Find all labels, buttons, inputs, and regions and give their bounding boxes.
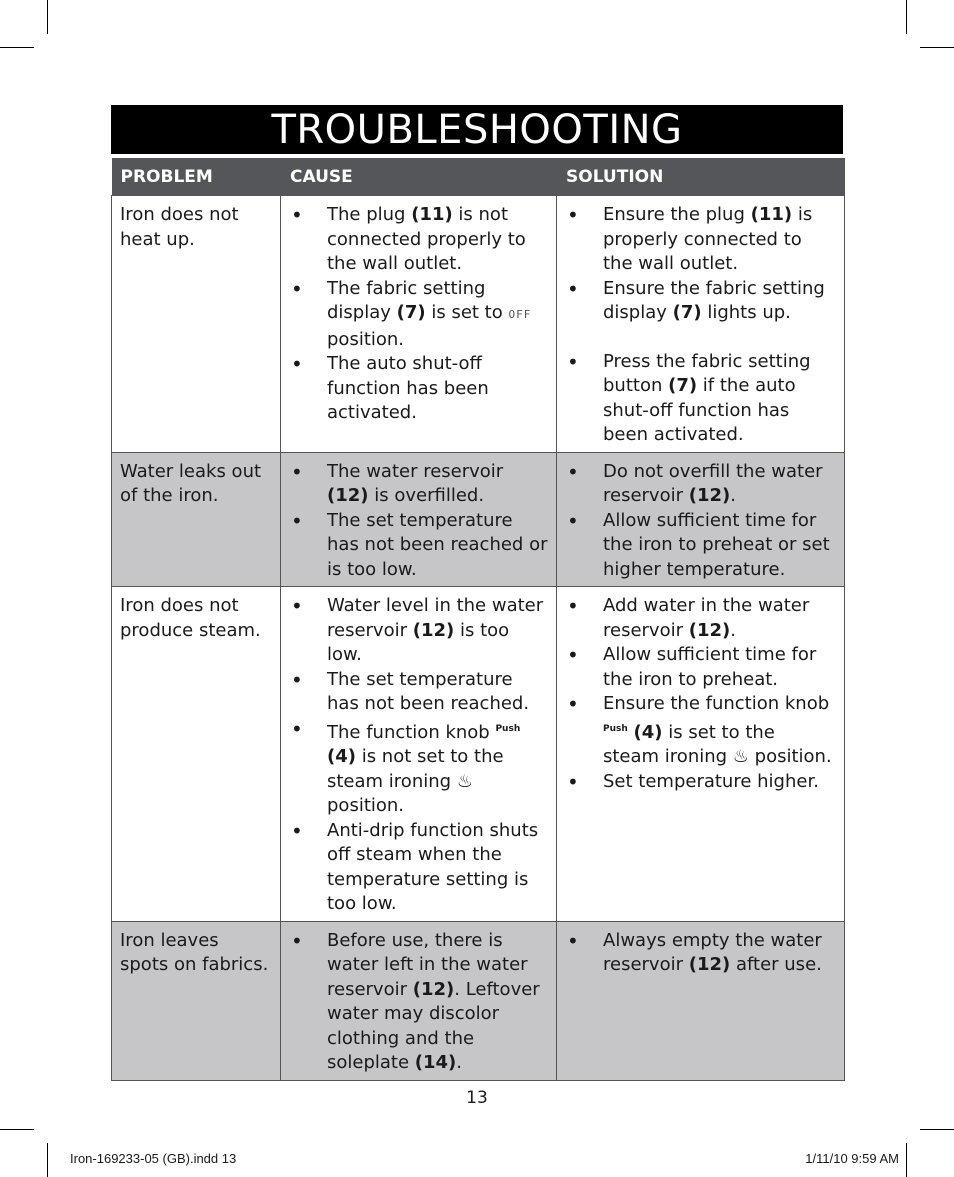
cause-cell	[281, 587, 557, 922]
table-header-row	[112, 158, 845, 196]
solution-item: • Ensure the fabric setting display (7) lights up.	[565, 277, 836, 326]
cause-cell	[281, 921, 557, 1080]
steam-icon: ♨	[732, 746, 749, 767]
steam-icon: ♨	[456, 770, 473, 792]
header-solution: SOLUTION	[557, 158, 845, 196]
crop-mark	[0, 47, 34, 48]
header-cause: CAUSE	[281, 158, 557, 196]
solution-item: • Ensure the function knob $^{Push}$ (4) is set to the steam ironing ♨ position.	[565, 692, 836, 770]
title-banner	[111, 105, 843, 154]
push-knob-icon: Push	[495, 723, 521, 734]
solution-item: • Do not overfill the water reservoir (12).	[565, 460, 836, 509]
cause-item: • The water reservoir (12) is overfilled.	[289, 460, 548, 509]
solution-item: • Set temperature higher.	[565, 770, 836, 795]
cause-item: • The function knob $^{Push}$ (4) is not set to the steam ironing ♨ position.	[289, 717, 548, 819]
crop-mark	[920, 1129, 954, 1130]
cause-cell	[281, 196, 557, 453]
problem-cell: Iron does not heat up.	[112, 196, 281, 453]
crop-mark	[920, 47, 954, 48]
table-row	[112, 452, 845, 587]
problem-cell: Water leaks out of the iron.	[112, 452, 281, 587]
problem-cell: Iron leaves spots on fabrics.	[112, 921, 281, 1080]
solution-item: • Allow sufficient time for the iron to preheat or set higher temperature.	[565, 509, 836, 583]
solution-cell	[557, 196, 845, 453]
solution-item: • Always empty the water reservoir (12) after use.	[565, 929, 836, 978]
off-display-icon: OFF	[508, 308, 532, 321]
cause-item: • The plug (11) is not connected properly to the wall outlet.	[289, 203, 548, 277]
solution-cell	[557, 921, 845, 1080]
troubleshooting-table	[111, 158, 845, 1081]
cause-item: • The set temperature has not been reached.	[289, 668, 548, 717]
solution-item: • Add water in the water reservoir (12).	[565, 594, 836, 643]
footer-file-info: Iron-169233-05 (GB).indd 13	[70, 1151, 237, 1166]
page-title: TROUBLESHOOTING	[271, 106, 683, 153]
header-problem: PROBLEM	[112, 158, 281, 196]
cause-item: • Water level in the water reservoir (12) is too low.	[289, 594, 548, 668]
cause-item: • Anti-drip function shuts off steam when the temperature setting is too low.	[289, 819, 548, 917]
table-row	[112, 587, 845, 922]
cause-cell	[281, 452, 557, 587]
push-knob-icon: Push	[603, 723, 628, 734]
footer-timestamp: 1/11/10 9:59 AM	[805, 1151, 899, 1166]
solution-cell	[557, 452, 845, 587]
crop-mark	[906, 1143, 907, 1177]
table-row	[112, 921, 845, 1080]
cause-item: • The auto shut-off function has been activated.	[289, 352, 548, 426]
cause-item: • The fabric setting display (7) is set to OFF position.	[289, 277, 548, 353]
table-row	[112, 196, 845, 453]
cause-item: • The set temperature has not been reached or is too low.	[289, 509, 548, 583]
page-number: 13	[466, 1088, 488, 1108]
crop-mark	[47, 1143, 48, 1177]
crop-mark	[906, 0, 907, 34]
cause-item: • Before use, there is water left in the water reservoir (12). Leftover water may discolor clothing and the soleplate (14).	[289, 929, 548, 1076]
crop-mark	[47, 0, 48, 34]
crop-mark	[0, 1129, 34, 1130]
problem-cell: Iron does not produce steam.	[112, 587, 281, 922]
solution-item: • Press the fabric setting button (7) if the auto shut-off function has been activated.	[565, 350, 836, 448]
solution-item: • Ensure the plug (11) is properly connected to the wall outlet.	[565, 203, 836, 277]
solution-cell	[557, 587, 845, 922]
solution-item: • Allow sufficient time for the iron to preheat.	[565, 643, 836, 692]
